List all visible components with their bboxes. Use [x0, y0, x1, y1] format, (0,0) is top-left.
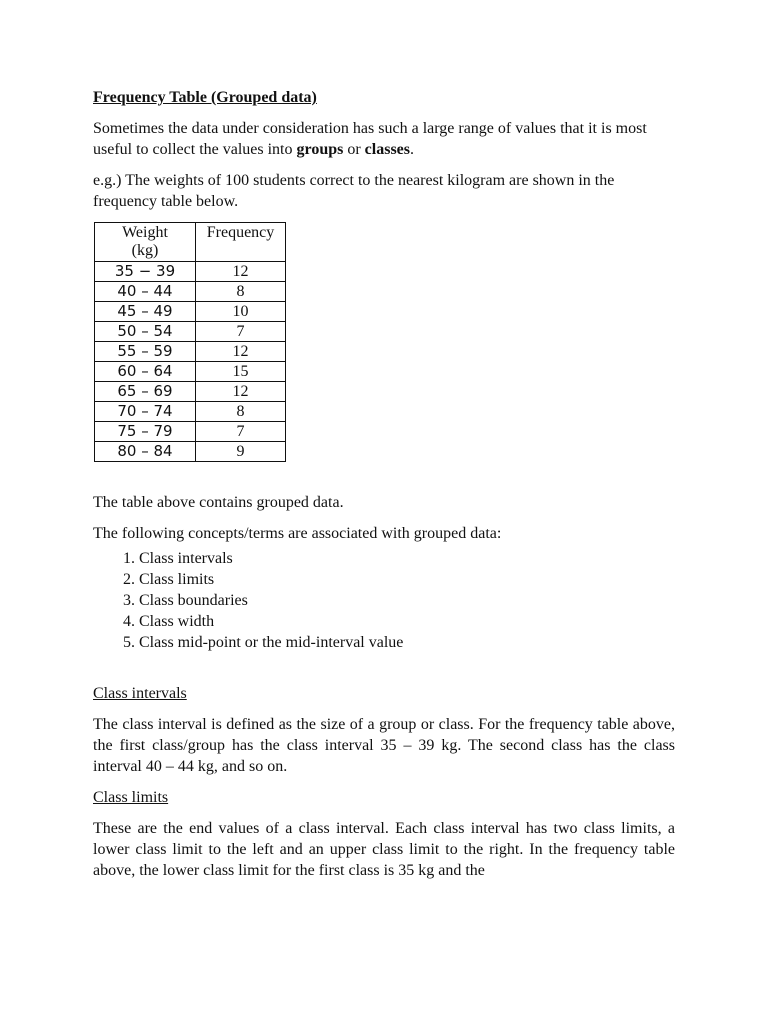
- table-row: [95, 362, 286, 382]
- weight-cell: 40 – 44: [95, 282, 196, 302]
- table-row: [95, 402, 286, 422]
- frequency-cell: 7: [196, 422, 286, 442]
- weight-cell: 75 – 79: [95, 422, 196, 442]
- concepts-intro: The following concepts/terms are associated with grouped data:: [93, 525, 502, 542]
- intro-bold-classes: classes: [364, 141, 410, 158]
- table-row: [95, 282, 286, 302]
- weight-cell: 70 – 74: [95, 402, 196, 422]
- weight-cell: 50 – 54: [95, 322, 196, 342]
- frequency-cell: 12: [196, 342, 286, 362]
- weight-header-line2: (kg): [131, 242, 159, 259]
- table-row: [95, 422, 286, 442]
- weight-cell: 65 – 69: [95, 382, 196, 402]
- document-page: [93, 87, 675, 891]
- table-row: [95, 262, 286, 282]
- example-paragraph: e.g.) The weights of 100 students correct to the nearest kilogram are shown in the frequency table below.: [93, 172, 615, 210]
- frequency-cell: 15: [196, 362, 286, 382]
- frequency-cell: 8: [196, 402, 286, 422]
- weight-header: [95, 223, 196, 262]
- frequency-cell: 12: [196, 262, 286, 282]
- frequency-cell: 12: [196, 382, 286, 402]
- table-row: [95, 302, 286, 322]
- table-row: [95, 322, 286, 342]
- weight-cell: 80 – 84: [95, 442, 196, 462]
- concepts-list: [93, 548, 675, 653]
- table-row: [95, 442, 286, 462]
- table-row: [95, 382, 286, 402]
- weight-cell: 45 – 49: [95, 302, 196, 322]
- intro-end: .: [410, 141, 414, 158]
- class-limits-body: These are the end values of a class interval. Each class interval has two class limits, a lower class limit to the left and an upper class limit to the right. In the frequency table above, the lower class limit for the first class is 35 kg and the: [93, 820, 675, 879]
- list-item: 3. Class boundaries: [139, 590, 675, 611]
- intro-paragraph: [93, 118, 675, 160]
- list-item: 4. Class width: [139, 611, 675, 632]
- class-intervals-heading: Class intervals: [93, 685, 187, 702]
- table-header-row: [95, 223, 286, 262]
- weight-cell: 55 – 59: [95, 342, 196, 362]
- frequency-header: Frequency: [196, 223, 286, 262]
- list-item: 5. Class mid-point or the mid-interval value: [139, 632, 675, 653]
- list-item: 2. Class limits: [139, 569, 675, 590]
- intro-mid: or: [343, 141, 365, 158]
- frequency-cell: 10: [196, 302, 286, 322]
- class-intervals-body: The class interval is defined as the size of a group or class. For the frequency table above, the first class/group has the class interval 35 – 39 kg. The second class has the class interval 40 – 44 kg, and so on.: [93, 716, 675, 775]
- grouped-note: The table above contains grouped data.: [93, 494, 344, 511]
- frequency-cell: 7: [196, 322, 286, 342]
- table-row: [95, 342, 286, 362]
- class-limits-heading: Class limits: [93, 789, 169, 806]
- list-item: 1. Class intervals: [139, 548, 675, 569]
- frequency-cell: 8: [196, 282, 286, 302]
- intro-text: Sometimes the data under consideration has such a large range of values that it is most useful to collect the values into: [93, 120, 647, 158]
- frequency-table: [94, 222, 286, 462]
- weight-cell: 35 − 39: [95, 262, 196, 282]
- intro-bold-groups: groups: [296, 141, 344, 158]
- weight-cell: 60 – 64: [95, 362, 196, 382]
- page-title: Frequency Table (Grouped data): [93, 89, 317, 106]
- frequency-cell: 9: [196, 442, 286, 462]
- weight-header-line1: Weight: [122, 224, 168, 241]
